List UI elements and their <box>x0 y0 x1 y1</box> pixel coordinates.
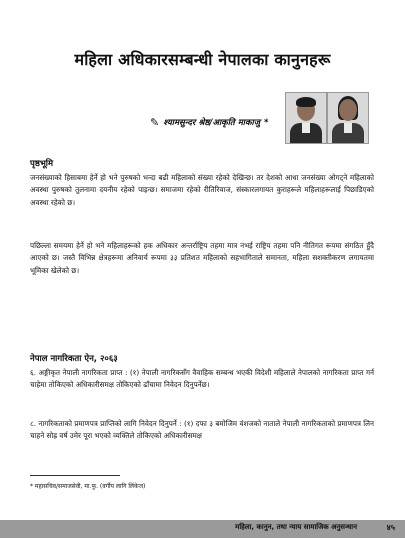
author-name: श्यामसुन्दर श्रेष्ठ/आकृति माकाजु <box>163 118 261 128</box>
footnote-rule <box>30 475 120 476</box>
author-photo-1 <box>285 92 327 144</box>
paragraph-citizenship-8: ८. नागरिकताको प्रमाणपत्र प्राप्तिको लागि निवेदन दिनुपर्ने : (१) दफा ३ बमोजिम वंशजको नाताले नेपाली नागरिकताको प्रमाणपत्र लिन चाहने सोह्र वर्ष उमेर पूरा भएको व्यक्तिले तोकिएको अधिकारीसमक्ष <box>30 419 374 441</box>
author-photo-2 <box>327 92 369 144</box>
page-number: ४५ <box>386 523 395 532</box>
author-line <box>150 116 269 129</box>
section-heading-citizenship-act: नेपाल नागरिकता ऐन, २०६३ <box>30 354 118 364</box>
footnote: * महासचिव/समाजसेवी, मा.फु. (वर्गीय लागि लिंकेज) <box>30 483 146 490</box>
page-title: महिला अधिकारसम्बन्धी नेपालका कानुनहरू <box>74 50 331 69</box>
pen-icon: ✎ <box>150 116 160 129</box>
paragraph-background-1: जनसंख्याको हिसाबमा हेर्ने हो भने पुरुषको भन्दा बढी महिलाको संख्या रहेको देखिन्छ। तर देशको आधा जनसंख्या ओगट्ने महिलाको अवस्था पुरुषको तुलनामा दयनीय रहेको पाइन्छ। समाजमा रहेको रीतिरिवाज, संस्कारलगायत कुराहरूले महिलाहरूलाई पिछाडिएको अवस्था रहेको छ। <box>30 173 374 207</box>
paragraph-citizenship-6: ६. अङ्गीकृत नेपाली नागरिकता प्राप्त : (१) नेपाली नागरिकसँग वैवाहिक सम्बन्ध भएकी विदेशी महिलाले नेपालको नागरिकता प्राप्त गर्न चाहेमा तोकिएको अधिकारीसमक्ष तोकिएको ढाँचामा निवेदन दिनुपर्नेछ। <box>30 368 374 390</box>
author-marker: * <box>264 117 269 128</box>
section-heading-background: पृष्ठभूमि <box>30 159 54 169</box>
footer-journal-title: महिला, कानुन, तथा न्याय सामाजिक अनुसन्धान <box>235 523 357 531</box>
paragraph-background-2: पछिल्ला समयमा हेर्ने हो भने महिलाहरूको हक अधिकार अन्तर्राष्ट्रिय तहमा मात्र नभई राष्ट्रिय तहमा पनि नीतिगत रूपमा संगठित हुँदै आएको छ। जस्तै विभिन्न क्षेत्रहरूमा अनिवार्य रूपमा ३३ प्रतिशत महिलाको सहभागिताले समानता, महिला सशक्तीकरण लगायतमा भूमिका खेलेको छ। <box>30 241 374 275</box>
